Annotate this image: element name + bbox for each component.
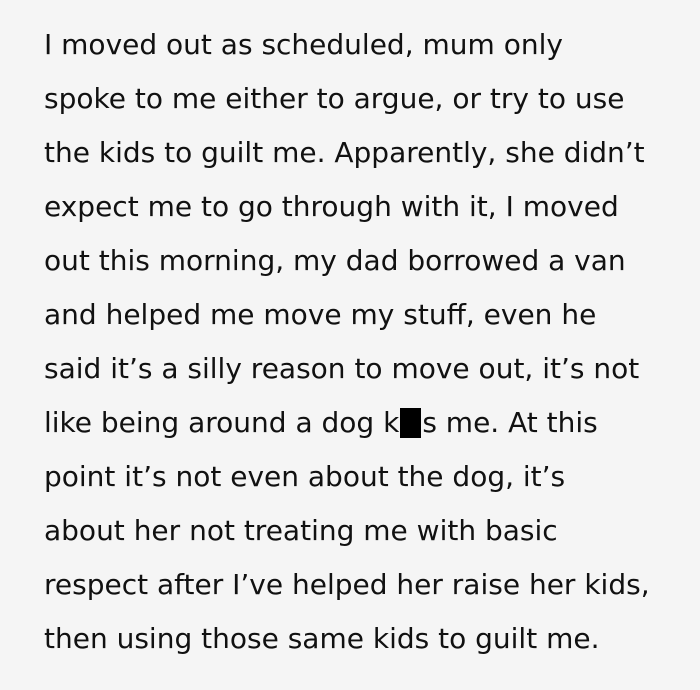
text-line-12: then using those same kids to guilt me. [44, 622, 600, 655]
text-line-8-after-redaction: s me. At this [422, 406, 598, 439]
text-line-1: I moved out as scheduled, mum only [44, 28, 563, 61]
text-line-8 [44, 396, 684, 450]
post-body-text [44, 18, 684, 666]
text-line-5: out this morning, my dad borrowed a van [44, 244, 626, 277]
redaction-block [400, 408, 421, 438]
text-line-4: expect me to go through with it, I moved [44, 190, 619, 223]
text-line-9: point it’s not even about the dog, it’s [44, 460, 566, 493]
text-line-7: said it’s a silly reason to move out, it’s not [44, 352, 640, 385]
text-line-2: spoke to me either to argue, or try to use [44, 82, 625, 115]
text-line-3: the kids to guilt me. Apparently, she didn’t [44, 136, 645, 169]
text-line-10: about her not treating me with basic [44, 514, 558, 547]
text-line-8-before-redaction: like being around a dog k [44, 406, 400, 439]
text-line-6: and helped me move my stuff, even he [44, 298, 597, 331]
text-line-11: respect after I’ve helped her raise her kids, [44, 568, 650, 601]
